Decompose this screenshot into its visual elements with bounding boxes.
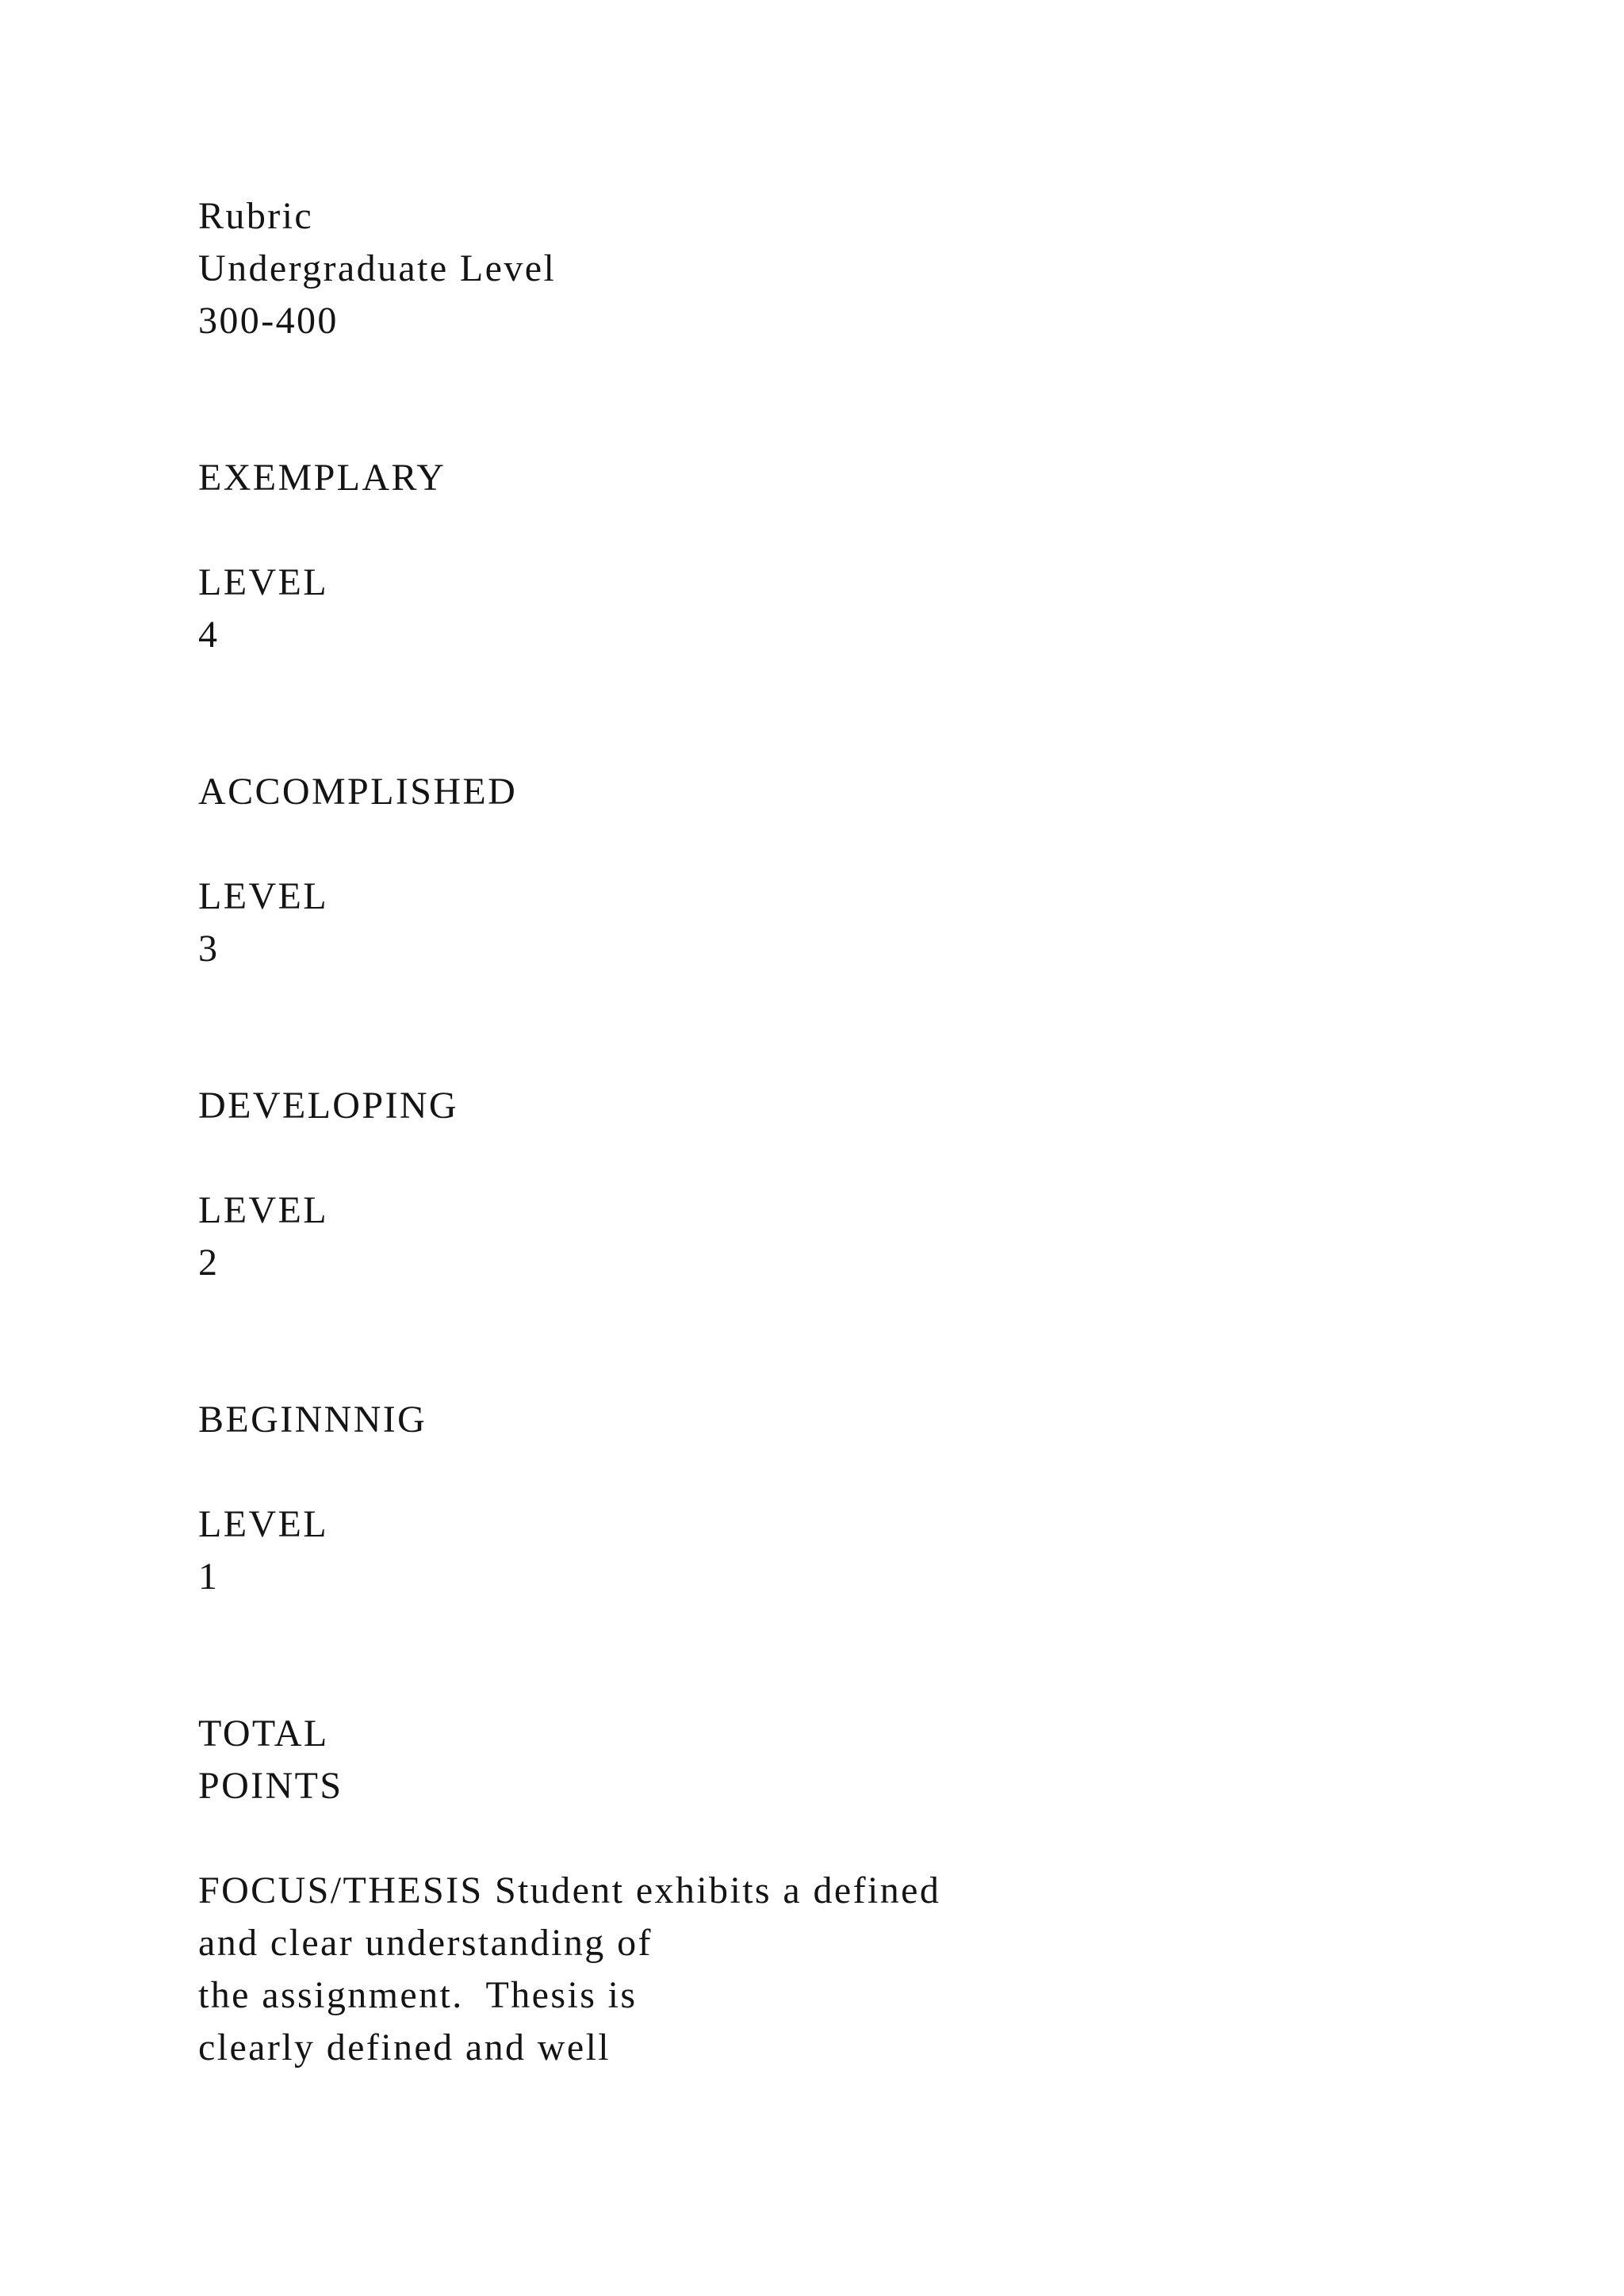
- document-body: [198, 190, 1546, 2074]
- total-points-block: [198, 1708, 1546, 1812]
- level-name: BEGINNNIG: [198, 1399, 427, 1441]
- criterion-focus-thesis: [198, 1865, 1546, 2074]
- level-number: 4: [198, 614, 220, 656]
- level-label: LEVEL: [198, 1503, 328, 1545]
- total-label: TOTAL: [198, 1712, 329, 1755]
- level-label: LEVEL: [198, 875, 328, 917]
- rubric-range: 300-400: [198, 300, 339, 342]
- level-number: 2: [198, 1242, 220, 1284]
- level-block-exemplary: [198, 452, 1546, 661]
- level-block-developing: [198, 1080, 1546, 1289]
- level-block-accomplished: [198, 766, 1546, 975]
- level-block-beginning: [198, 1394, 1546, 1603]
- criterion-line: the assignment. Thesis is: [198, 1974, 638, 2016]
- level-name: ACCOMPLISHED: [198, 771, 518, 813]
- level-number: 1: [198, 1556, 220, 1598]
- rubric-level: Undergraduate Level: [198, 247, 557, 289]
- level-label: LEVEL: [198, 561, 328, 603]
- level-name: EXEMPLARY: [198, 457, 446, 499]
- rubric-title: Rubric: [198, 195, 314, 237]
- points-label: POINTS: [198, 1765, 343, 1807]
- criterion-line: and clear understanding of: [198, 1922, 653, 1964]
- criterion-line: FOCUS/THESIS Student exhibits a defined: [198, 1869, 941, 1911]
- level-name: DEVELOPING: [198, 1085, 458, 1127]
- level-label: LEVEL: [198, 1189, 328, 1231]
- level-number: 3: [198, 928, 220, 970]
- criterion-line: clearly defined and well: [198, 2026, 611, 2068]
